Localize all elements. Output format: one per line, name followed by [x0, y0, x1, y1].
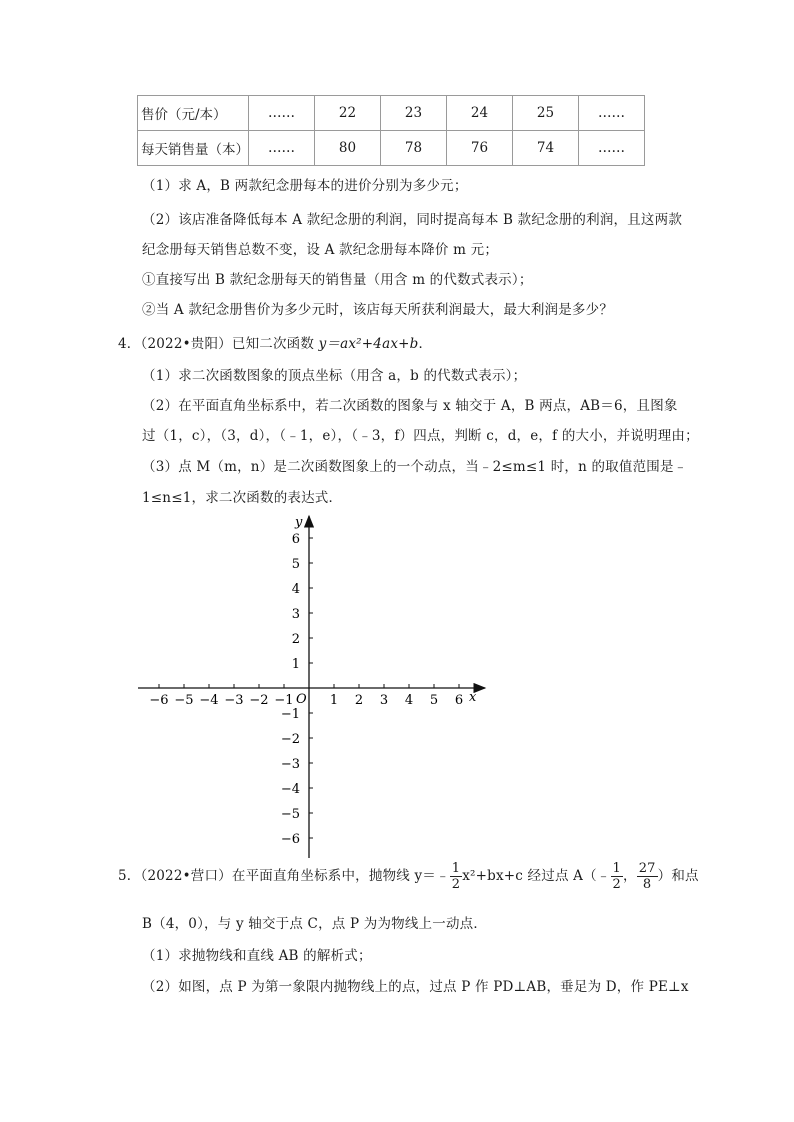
- table-cell: 76: [447, 131, 513, 166]
- numerator: 1: [451, 861, 461, 876]
- q5-text: 在平面直角坐标系中，抛物线 y＝﹣: [231, 868, 450, 884]
- q4-function: y＝ax²+4ax+b: [318, 336, 419, 352]
- q4-part2-line1: （2）在平面直角坐标系中，若二次函数的图象与 x 轴交于 A，B 两点，AB＝6，且图象: [142, 398, 678, 414]
- q5-text: x²+bx+c 经过点 A（: [462, 868, 597, 884]
- table-row: [138, 131, 645, 166]
- x-tick-label: −6: [149, 693, 169, 708]
- y-tick-label: 6: [291, 532, 300, 547]
- q3-sub2: ②当 A 款纪念册售价为多少元时，该店每天所获利润最大，最大利润是多少？: [142, 302, 614, 318]
- question-number: 5．: [118, 868, 141, 884]
- table-cell: 78: [381, 131, 447, 166]
- q4-stem-text: 已知二次函数: [231, 336, 319, 352]
- denominator: 2: [612, 877, 621, 892]
- x-tick-label: −2: [249, 693, 269, 708]
- x-tick-label: −5: [174, 693, 194, 708]
- y-tick-label: −4: [280, 782, 300, 797]
- question-number: 4．: [118, 336, 141, 352]
- q3-part1: （1）求 A，B 两款纪念册每本的进价分别为多少元；: [142, 178, 468, 194]
- y-tick-label: −6: [280, 832, 300, 847]
- q4-part2-line2: 过（1，c），（3，d），（﹣1，e），（﹣3，f）四点，判断 c，d，e，f 的大小，并说明理由；: [142, 428, 699, 444]
- q5-part1: （1）求抛物线和直线 AB 的解析式；: [142, 948, 372, 964]
- q5-stem-line2: B（4，0），与 y 轴交于点 C，点 P 为为物线上一动点．: [142, 916, 488, 932]
- q5-stem-line1: 5．（2022•营口）在平面直角坐标系中，抛物线 y＝﹣ $\frac{1}{2}$ x²+bx+c 经过点 A（﹣ $\frac{1}{2}$ ， $\frac{27}{8}$ ）和点: [118, 861, 699, 892]
- y-tick-label: −1: [280, 707, 300, 722]
- y-tick-label: 1: [291, 657, 300, 672]
- q4-part1: （1）求二次函数图象的顶点坐标（用含 a，b 的代数式表示）；: [142, 368, 527, 384]
- y-tick-label: 3: [291, 607, 300, 622]
- q4-part3-line1: （3）点 M（m，n）是二次函数图象上的一个动点，当﹣2≤m≤1 时，n 的取值范围是﹣: [142, 459, 688, 475]
- q3-sub1: ①直接写出 B 款纪念册每天的销售量（用含 m 的代数式表示）；: [142, 272, 533, 288]
- denominator: 2: [451, 877, 461, 892]
- q5-text: ）和点: [657, 868, 699, 884]
- y-tick-label: 2: [291, 632, 300, 647]
- table-row: [138, 96, 645, 131]
- q4-part3-line2: 1≤n≤1，求二次函数的表达式．: [142, 490, 343, 506]
- y-tick-label: −2: [280, 732, 300, 747]
- table-cell: ……: [249, 131, 315, 166]
- x-tick-label: −4: [199, 693, 219, 708]
- x-tick-label: 2: [354, 693, 364, 708]
- q4-stem: 4．（2022•贵阳）已知二次函数 y＝ax²+4ax+b．: [118, 336, 433, 352]
- question-source: （2022•营口）: [140, 868, 232, 884]
- table-cell: ……: [579, 96, 645, 131]
- table-cell: ……: [249, 96, 315, 131]
- question-source: （2022•贵阳）: [140, 336, 232, 352]
- x-tick-label: −3: [224, 693, 244, 708]
- y-tick-label: −3: [280, 757, 300, 772]
- q3-part2-line1: （2）该店准备降低每本 A 款纪念册的利润，同时提高每本 B 款纪念册的利润，且这两款: [142, 212, 683, 228]
- x-tick-label: 6: [454, 693, 464, 708]
- y-tick-label: −5: [280, 807, 300, 822]
- table-header-cell: 售价（元/本）: [138, 96, 249, 131]
- x-tick-label: 4: [404, 693, 414, 708]
- y-axis-label: y: [295, 515, 303, 530]
- fraction: [637, 862, 658, 891]
- q5-part2: （2）如图，点 P 为第一象限内抛物线上的点，过点 P 作 PD⊥AB，垂足为 D，作 PE⊥x: [142, 979, 689, 995]
- table-cell: ……: [579, 131, 645, 166]
- origin-label: O: [296, 692, 307, 707]
- numerator: 1: [612, 861, 621, 876]
- fraction: [611, 862, 623, 891]
- denominator: 8: [642, 877, 652, 892]
- x-tick-label: 3: [379, 693, 389, 708]
- table-cell: 24: [447, 96, 513, 131]
- table-cell: 22: [315, 96, 381, 131]
- table-cell: 23: [381, 96, 447, 131]
- numerator: 27: [638, 861, 656, 876]
- price-sales-table: [137, 95, 645, 166]
- q3-part2-line2: 纪念册每天销售总数不变，设 A 款纪念册每本降价 m 元；: [142, 242, 499, 258]
- fraction: [450, 862, 462, 891]
- y-tick-label: 4: [291, 582, 300, 597]
- table-header-cell: 每天销售量（本）: [138, 131, 249, 166]
- table-cell: 80: [315, 131, 381, 166]
- x-tick-label: 1: [329, 693, 339, 708]
- coordinate-plane: [130, 508, 500, 860]
- table-cell: 74: [513, 131, 579, 166]
- x-axis-label: x: [469, 690, 477, 705]
- x-tick-label: 5: [429, 693, 439, 708]
- y-tick-label: 5: [291, 557, 300, 572]
- table-cell: 25: [513, 96, 579, 131]
- x-tick-label: −1: [274, 693, 294, 708]
